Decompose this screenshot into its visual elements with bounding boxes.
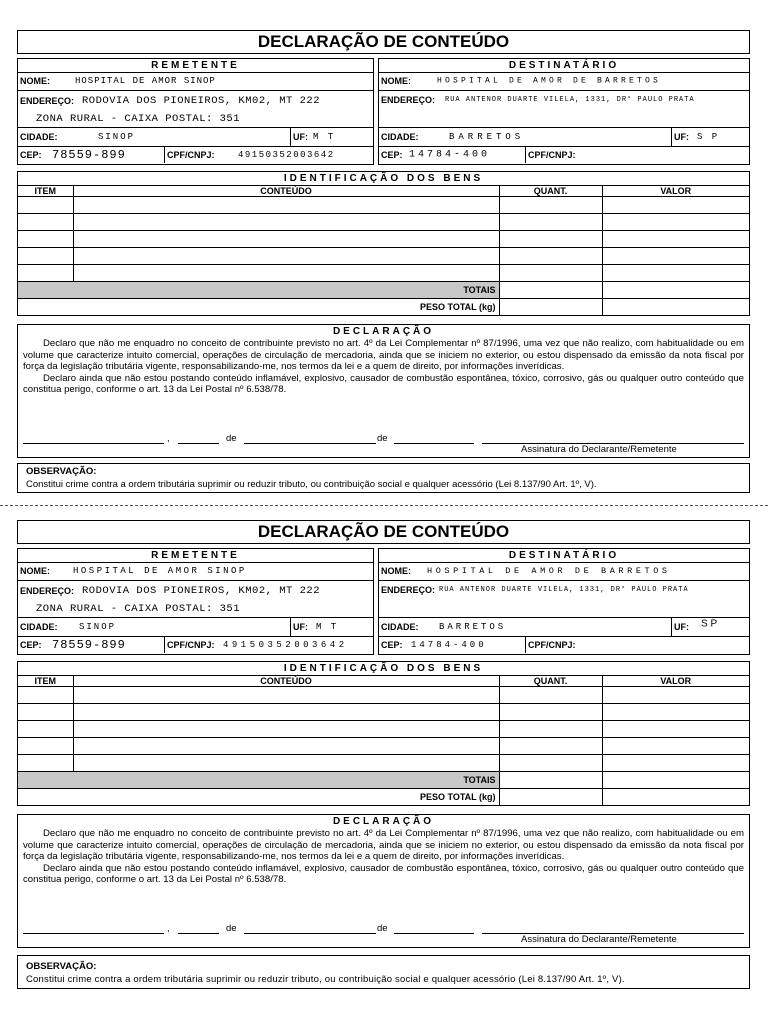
observation-text: Constitui crime contra a ordem tributária suprimir ou reduzir tributo, ou contribuição social e qualquer acessório (Lei 8.137/90 Art. 1º, V). xyxy=(26,479,597,490)
sender-address-label: ENDEREÇO: xyxy=(20,95,75,106)
col-item: ITEM xyxy=(18,675,73,687)
declaration-p1: Declaro que não me enquadro no conceito de contribuinte previsto no art. 4º da Lei Complementar nº 87/1996, uma vez que não realizo, com habitualidade ou em volume que caracterize intuito comercial, operações de circulação de mercadoria, ainda que se iniciem no exterior, ou estou dispensado da emissão da nota fiscal por força da legislação tributária vigente, responsabilizando-me, nos termos da lei e a quem de direito, por informações inverídicas. xyxy=(23,338,744,373)
col-qty: QUANT. xyxy=(499,675,602,687)
goods-box xyxy=(17,171,750,316)
totals-value[interactable] xyxy=(602,772,749,789)
recipient-address-field[interactable]: RUA ANTENOR DUARTE VILELA, 1331, DR° PAULO PRATA xyxy=(445,96,695,104)
weight-value[interactable] xyxy=(499,789,602,806)
col-content: CONTEÚDO xyxy=(73,185,499,197)
year-field[interactable] xyxy=(394,932,474,934)
totals-qty[interactable] xyxy=(499,772,602,789)
declaration-box xyxy=(17,814,750,948)
recipient-cpf-label: CPF/CNPJ: xyxy=(528,640,576,650)
recipient-cpf-label: CPF/CNPJ: xyxy=(528,150,576,160)
recipient-address-label: ENDEREÇO: xyxy=(381,95,436,105)
place-field[interactable] xyxy=(23,932,164,934)
totals-label: TOTAIS xyxy=(18,772,499,789)
sender-name-label: NOME: xyxy=(20,76,50,86)
sender-name-field[interactable]: HOSPITAL DE AMOR SINOP xyxy=(75,76,216,86)
recipient-header: DESTINATÁRIO xyxy=(379,59,749,73)
goods-box xyxy=(17,661,750,806)
place-field[interactable] xyxy=(23,442,164,444)
form-title: DECLARAÇÃO DE CONTEÚDO xyxy=(17,30,750,54)
sender-address-label: ENDEREÇO: xyxy=(20,585,75,596)
sender-uf-field[interactable]: M T xyxy=(316,622,339,632)
de-2: de xyxy=(377,923,388,934)
recipient-city-label: CIDADE: xyxy=(381,622,419,632)
totals-label: TOTAIS xyxy=(18,282,499,299)
sender-address2-field[interactable]: ZONA RURAL - CAIXA POSTAL: 351 xyxy=(36,602,241,615)
observation-box xyxy=(17,955,750,989)
cut-line xyxy=(0,505,768,506)
recipient-name-field[interactable]: HOSPITAL DE AMOR DE BARRETOS xyxy=(427,566,671,576)
sender-cpf-field[interactable]: 49150352003642 xyxy=(238,150,335,160)
recipient-city-field[interactable]: BARRETOS xyxy=(449,132,525,142)
de-1: de xyxy=(226,433,237,444)
sender-uf-field[interactable]: M T xyxy=(313,132,336,142)
recipient-city-label: CIDADE: xyxy=(381,132,419,142)
form-title: DECLARAÇÃO DE CONTEÚDO xyxy=(17,520,750,544)
recipient-name-label: NOME: xyxy=(381,76,411,86)
sender-cep-field[interactable]: 78559-899 xyxy=(52,148,126,162)
sender-name-label: NOME: xyxy=(20,566,50,576)
declaration-p2: Declaro ainda que não estou postando conteúdo inflamável, explosivo, causador de combustão espontânea, tóxico, corrosivo, gás ou qualquer outro conteúdo que constitua perigo, conforme o art. 13 da Lei Postal nº 6.538/78. xyxy=(23,372,744,396)
recipient-header: DESTINATÁRIO xyxy=(379,549,749,563)
col-value: VALOR xyxy=(602,675,749,687)
sender-header: REMETENTE xyxy=(18,59,373,73)
sender-city-field[interactable]: SINOP xyxy=(98,132,136,142)
day-field[interactable] xyxy=(178,442,219,444)
weight-label: PESO TOTAL (kg) xyxy=(18,789,499,806)
goods-table xyxy=(18,675,749,805)
sender-cep-label: CEP: xyxy=(20,640,42,650)
month-field[interactable] xyxy=(244,932,376,934)
col-item: ITEM xyxy=(18,185,73,197)
recipient-uf-field[interactable]: S P xyxy=(697,132,720,142)
sender-cpf-label: CPF/CNPJ: xyxy=(167,150,215,160)
sender-name-field[interactable]: HOSPITAL DE AMOR SINOP xyxy=(73,566,247,576)
table-row[interactable] xyxy=(18,738,749,755)
year-field[interactable] xyxy=(394,442,474,444)
table-row[interactable] xyxy=(18,231,749,248)
recipient-cep-label: CEP: xyxy=(381,150,403,160)
sender-box xyxy=(17,548,374,655)
sender-city-label: CIDADE: xyxy=(20,132,58,142)
sender-uf-label: UF: xyxy=(293,622,308,632)
sender-address-field[interactable]: RODOVIA DOS PIONEIROS, KM02, MT 222 xyxy=(82,94,321,107)
recipient-cep-field[interactable]: 14784-400 xyxy=(409,149,491,161)
recipient-address-label: ENDEREÇO: xyxy=(381,585,436,595)
recipient-address-field[interactable]: RUA ANTENOR DUARTE VILELA, 1331, DR° PAULO PRATA xyxy=(439,586,689,594)
sender-city-label: CIDADE: xyxy=(20,622,58,632)
table-row[interactable] xyxy=(18,721,749,738)
recipient-name-label: NOME: xyxy=(381,566,411,576)
declaration-p1: Declaro que não me enquadro no conceito de contribuinte previsto no art. 4º da Lei Complementar nº 87/1996, uma vez que não realizo, com habitualidade ou em volume que caracterize intuito comercial, operações de circulação de mercadoria, ainda que se iniciem no exterior, ou estou dispensado da emissão da nota fiscal por força da legislação tributária vigente, responsabilizando-me, nos termos da lei e a quem de direito, por informações inverídicas. xyxy=(23,828,744,863)
signature-caption: Assinatura do Declarante/Remetente xyxy=(521,444,677,455)
sender-address-field[interactable]: RODOVIA DOS PIONEIROS, KM02, MT 222 xyxy=(82,584,321,597)
table-row[interactable] xyxy=(18,197,749,214)
declaration-header: DECLARAÇÃO xyxy=(332,326,435,337)
recipient-city-field[interactable]: BARRETOS xyxy=(439,622,507,632)
recipient-box xyxy=(378,58,750,165)
recipient-cep-label: CEP: xyxy=(381,640,403,650)
goods-header: IDENTIFICAÇÃO DOS BENS xyxy=(18,662,749,676)
sender-cpf-label: CPF/CNPJ: xyxy=(167,640,215,650)
recipient-uf-label: UF: xyxy=(674,132,689,142)
recipient-cep-field[interactable]: 14784-400 xyxy=(411,640,487,650)
sender-cpf-field[interactable]: 49150352003642 xyxy=(223,640,348,650)
sender-uf-label: UF: xyxy=(293,132,308,142)
sender-address2-field[interactable]: ZONA RURAL - CAIXA POSTAL: 351 xyxy=(36,112,241,125)
de-1: de xyxy=(226,923,237,934)
observation-box xyxy=(17,463,750,493)
sender-header: REMETENTE xyxy=(18,549,373,563)
recipient-name-field[interactable]: HOSPITAL DE AMOR DE BARRETOS xyxy=(437,76,662,86)
sender-cep-label: CEP: xyxy=(20,150,42,160)
comma: , xyxy=(167,923,170,934)
declaration-p2: Declaro ainda que não estou postando conteúdo inflamável, explosivo, causador de combustão espontânea, tóxico, corrosivo, gás ou qualquer outro conteúdo que constitua perigo, conforme o art. 13 da Lei Postal nº 6.538/78. xyxy=(23,862,744,886)
table-row[interactable] xyxy=(18,704,749,721)
declaration-text xyxy=(23,338,744,396)
comma: , xyxy=(167,433,170,444)
month-field[interactable] xyxy=(244,442,376,444)
observation-label: OBSERVAÇÃO: xyxy=(26,466,97,477)
observation-text: Constitui crime contra a ordem tributária suprimir ou reduzir tributo, ou contribuição social e qualquer acessório (Lei 8.137/90 Art. 1º, V). xyxy=(26,974,625,985)
table-row[interactable] xyxy=(18,265,749,282)
totals-qty[interactable] xyxy=(499,282,602,299)
sender-box xyxy=(17,58,374,165)
declaration-text xyxy=(23,828,744,886)
recipient-uf-label: UF: xyxy=(674,622,689,632)
table-row[interactable] xyxy=(18,755,749,772)
de-2: de xyxy=(377,433,388,444)
totals-value[interactable] xyxy=(602,282,749,299)
signature-caption: Assinatura do Declarante/Remetente xyxy=(521,934,677,945)
weight-value[interactable] xyxy=(499,299,602,316)
table-row[interactable] xyxy=(18,687,749,704)
col-qty: QUANT. xyxy=(499,185,602,197)
declaration-box xyxy=(17,324,750,458)
observation-label: OBSERVAÇÃO: xyxy=(26,961,97,972)
sender-city-field[interactable]: SINOP xyxy=(79,622,117,632)
table-row[interactable] xyxy=(18,248,749,265)
sender-cep-field[interactable]: 78559-899 xyxy=(52,638,126,652)
day-field[interactable] xyxy=(178,932,219,934)
col-value: VALOR xyxy=(602,185,749,197)
goods-table xyxy=(18,185,749,315)
table-row[interactable] xyxy=(18,214,749,231)
col-content: CONTEÚDO xyxy=(73,675,499,687)
declaration-header: DECLARAÇÃO xyxy=(332,816,435,827)
recipient-uf-field[interactable]: S P xyxy=(701,618,718,630)
recipient-box xyxy=(378,548,750,655)
weight-label: PESO TOTAL (kg) xyxy=(18,299,499,316)
goods-header: IDENTIFICAÇÃO DOS BENS xyxy=(18,172,749,186)
